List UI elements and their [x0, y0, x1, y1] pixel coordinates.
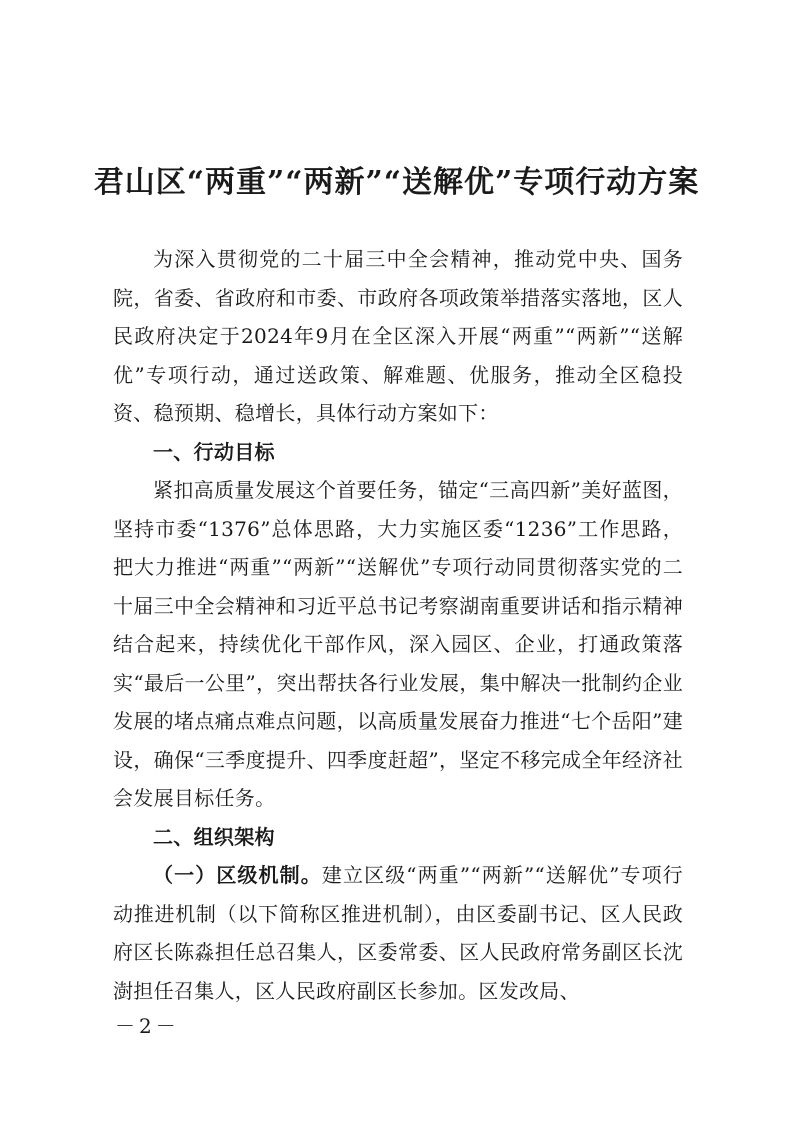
subsection-lead: （一）区级机制。 [153, 863, 322, 887]
intro-paragraph: 为深入贯彻党的二十届三中全会精神，推动党中央、国务院，省委、省政府和市委、市政府各项政策举措落实落地，区人民政府决定于2024年9月在全区深入开展“两重”“两新”“送解优”专项行动，通过送政策、解难题、优服务，推动全区稳投资、稳预期、稳增长，具体行动方案如下： [113, 247, 683, 425]
subsection-body: 建立区级“两重”“两新”“送解优”专项行动推进机制（以下简称区推进机制），由区委副书记、区人民政府区长陈淼担任总召集人，区委常委、区人民政府常务副区长沈澍担任召集人，区人民政府副区长参加。区发改局、 [113, 863, 683, 1003]
page-number: －2－ [115, 1014, 180, 1038]
goals-paragraph: 紧扣高质量发展这个首要任务，锚定“三高四新”美好蓝图，坚持市委“1376”总体思路，大力实施区委“1236”工作思路，把大力推进“两重”“两新”“送解优”专项行动同贯彻落实党的二十届三中全会精神和习近平总书记考察湖南重要讲话和指示精神结合起来，持续优化干部作风，深入园区、企业，打通政策落实“最后一公里”，突出帮扶各行业发展，集中解决一批制约企业发展的堵点痛点难点问题，以高质量发展奋力推进“七个岳阳”建设，确保“三季度提升、四季度赶超”，坚定不移完成全年经济社会发展目标任务。 [113, 478, 683, 810]
document-title: 君山区“两重”“两新”“送解优”专项行动方案 [93, 165, 700, 200]
district-mechanism-paragraph [113, 856, 683, 1010]
section-heading-goals: 一、行动目标 [153, 439, 275, 464]
document-body [113, 240, 683, 1010]
section-heading-organization: 二、组织架构 [153, 824, 275, 849]
